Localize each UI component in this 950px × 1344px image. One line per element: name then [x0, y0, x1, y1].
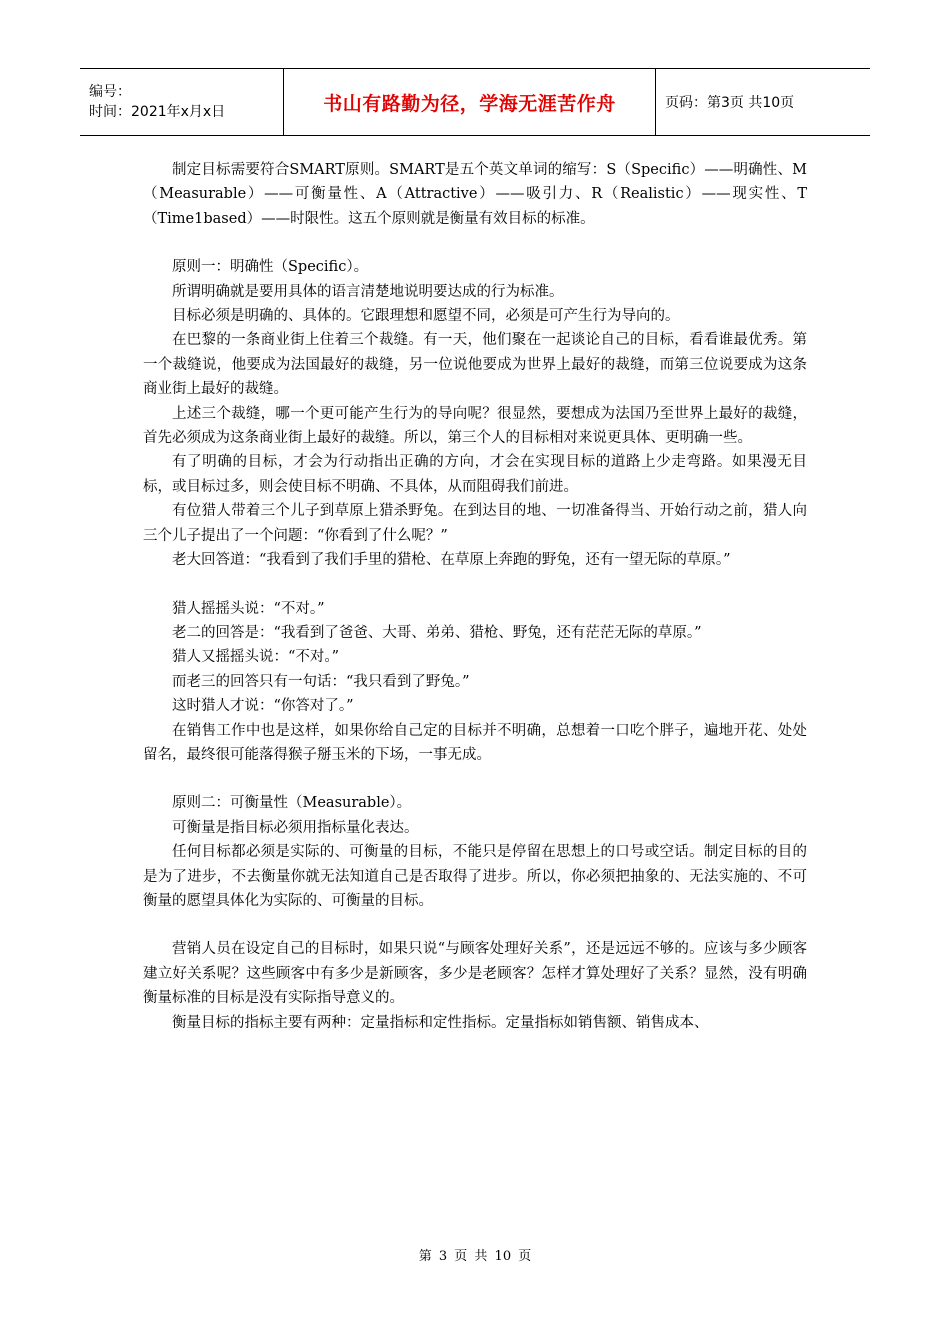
paragraph-gap — [143, 913, 807, 937]
document-body — [143, 158, 807, 1035]
paragraph: 可衡量是指目标必须用指标量化表达。 — [172, 819, 419, 836]
paragraph: 在巴黎的一条商业街上住着三个裁缝。有一天，他们聚在一起谈论自己的目标，看看谁最优秀。第一个裁缝说，他要成为法国最好的裁缝，另一位说他要成为世界上最好的裁缝，而第三位说要成为这条商业街上最好的裁缝。 — [143, 332, 807, 398]
paragraph: 猎人摇摇头说：“不对。” — [172, 600, 325, 617]
paragraph: 任何目标都必须是实际的、可衡量的目标，不能只是停留在思想上的口号或空话。制定目标的目的是为了进步，不去衡量你就无法知道自己是否取得了进步。所以，你必须把抽象的、无法实施的、不可衡量的愿望具体化为实际的、可衡量的目标。 — [143, 844, 807, 909]
paragraph: 在销售工作中也是这样，如果你给自己定的目标并不明确，总想着一口吃个胖子，遍地开花、处处留名，最终很可能落得猴子掰玉米的下场，一事无成。 — [143, 722, 807, 763]
paragraph: 制定目标需要符合SMART原则。SMART是五个英文单词的缩写：S（Specific）——明确性、M（Measurable）——可衡量性、A（Attractive）——吸引力、R（Realistic）——现实性、T（Time1based）——时限性。这五个原则就是衡量有效目标的标准。 — [143, 162, 807, 227]
header-page-label: 页码：第3页 共10页 — [665, 95, 795, 111]
paragraph: 上述三个裁缝，哪一个更可能产生行为的导向呢？很显然，要想成为法国乃至世界上最好的裁缝，首先必须成为这条商业街上最好的裁缝。所以，第三个人的目标相对来说更具体、更明确一些。 — [143, 405, 807, 447]
paragraph: 老大回答道：“我看到了我们手里的猎枪、在草原上奔跑的野兔，还有一望无际的草原。” — [172, 552, 731, 569]
paragraph: 原则二：可衡量性（Measurable）。 — [172, 795, 412, 812]
paragraph-gap — [143, 573, 807, 597]
document-date-label: 时间：2021年x月x日 — [89, 104, 226, 120]
paragraph: 所谓明确就是要用具体的语言清楚地说明要达成的行为标准。 — [172, 283, 564, 300]
header-motto: 书山有路勤为径，学海无涯苦作舟 — [323, 92, 616, 115]
paragraph: 有了明确的目标，才会为行动指出正确的方向，才会在实现目标的道路上少走弯路。如果漫无目标，或目标过多，则会使目标不明确、不具体，从而阻碍我们前进。 — [143, 454, 807, 495]
paragraph: 目标必须是明确的、具体的。它跟理想和愿望不同，必须是可产生行为导向的。 — [172, 308, 680, 325]
paragraph-gap — [143, 231, 807, 255]
header-meta — [80, 69, 283, 135]
paragraph: 老二的回答是：“我看到了爸爸、大哥、弟弟、猎枪、野兔，还有茫茫无际的草原。” — [172, 624, 702, 641]
paragraph-gap — [143, 767, 807, 791]
paragraph: 营销人员在设定自己的目标时，如果只说“与顾客处理好关系”，还是远远不够的。应该与多少顾客建立好关系呢？这些顾客中有多少是新顾客，多少是老顾客？怎样才算处理好了关系？显然，没有明确衡量标准的目标是没有实际指导意义的。 — [143, 941, 807, 1007]
paragraph: 原则一：明确性（Specific）。 — [172, 259, 369, 276]
page-footer: 第 3 页 共 10 页 — [418, 1249, 532, 1264]
paragraph: 猎人又摇摇头说：“不对。” — [172, 649, 340, 666]
paragraph: 衡量目标的指标主要有两种：定量指标和定性指标。定量指标如销售额、销售成本、 — [172, 1014, 709, 1031]
header-motto-cell — [283, 69, 656, 135]
paragraph: 而老三的回答只有一句话：“我只看到了野兔。” — [172, 673, 470, 690]
header-page-cell — [656, 69, 870, 135]
document-number-label: 编号： — [89, 84, 131, 100]
paragraph: 有位猎人带着三个儿子到草原上猎杀野兔。在到达目的地、一切准备得当、开始行动之前，猎人向三个儿子提出了一个问题：“你看到了什么呢？” — [143, 503, 807, 544]
paragraph: 这时猎人才说：“你答对了。” — [172, 698, 354, 715]
page-header — [80, 68, 870, 136]
